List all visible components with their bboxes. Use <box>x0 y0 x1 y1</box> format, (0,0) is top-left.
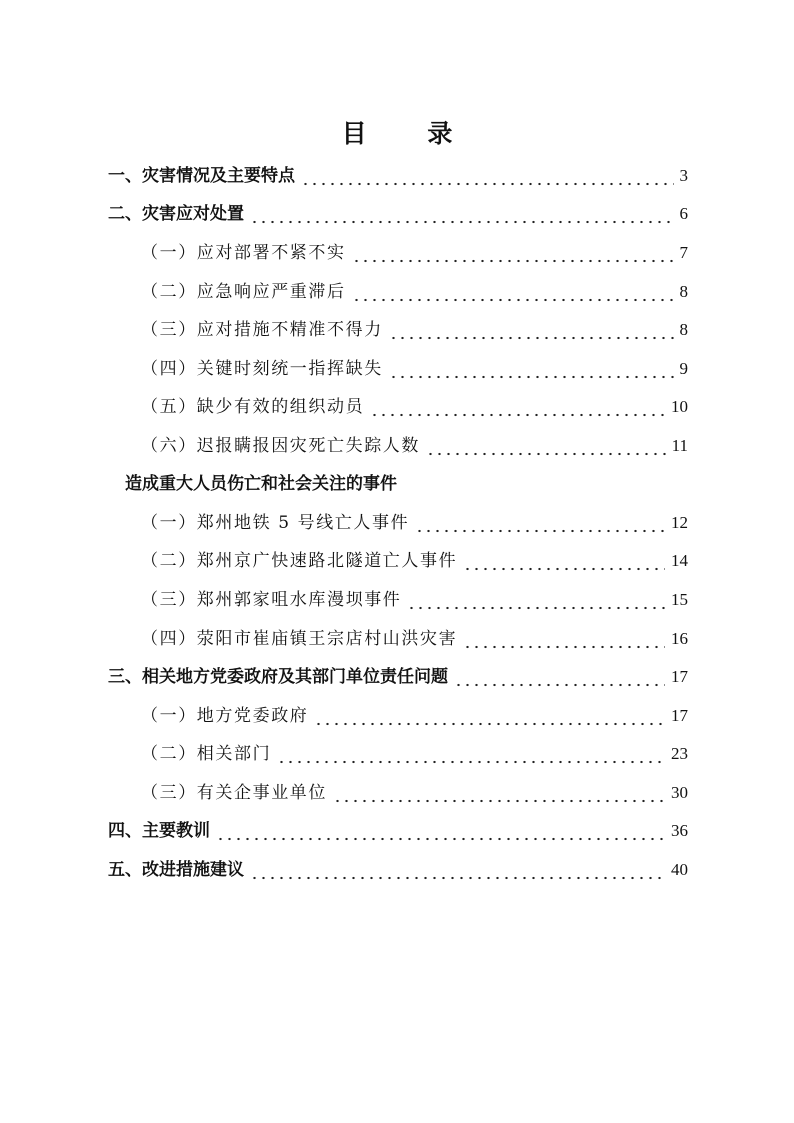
toc-entry-subsection[interactable] <box>141 627 688 651</box>
toc-entry-title: （五）缺少有效的组织动员 <box>141 397 365 417</box>
page-title: 目 录 <box>341 119 479 148</box>
toc-page-number: 15 <box>671 590 688 609</box>
toc-page-number: 14 <box>671 551 688 570</box>
toc-dot-leader <box>250 202 674 226</box>
toc-dot-leader <box>370 395 665 419</box>
toc-page-number: 16 <box>671 629 688 648</box>
toc-entry-section-heading[interactable] <box>125 472 705 496</box>
toc-page-number: 3 <box>679 166 688 185</box>
toc-page-number: 11 <box>671 436 688 455</box>
toc-entry-title: （二）郑州京广快速路北隧道亡人事件 <box>141 551 458 571</box>
toc-entry-subsection[interactable] <box>141 318 688 342</box>
toc-entry-title: 二、灾害应对处置 <box>108 204 244 224</box>
toc-entry-subsection[interactable] <box>141 357 688 381</box>
toc-page-number: 12 <box>671 513 688 532</box>
toc-entry-title: （四）关键时刻统一指挥缺失 <box>141 359 383 379</box>
toc-entry-subsection[interactable] <box>141 280 688 304</box>
toc-entry-title: 一、灾害情况及主要特点 <box>108 166 295 186</box>
toc-entry-title: 四、主要教训 <box>108 821 210 841</box>
toc-dot-leader <box>389 318 674 342</box>
toc-entry-subsection[interactable] <box>141 549 688 573</box>
toc-entry-title: （二）相关部门 <box>141 744 272 764</box>
toc-page-number: 8 <box>679 320 688 339</box>
toc-entry-title: （三）应对措施不精准不得力 <box>141 320 383 340</box>
toc-page-number: 30 <box>671 783 688 802</box>
toc-page-number: 9 <box>679 359 688 378</box>
toc-dot-leader <box>426 434 666 458</box>
toc-entry-title: 五、改进措施建议 <box>108 860 244 880</box>
toc-entry-chapter-3[interactable] <box>108 665 688 689</box>
toc-page-number: 6 <box>679 204 688 223</box>
toc-entry-subsection[interactable] <box>141 704 688 728</box>
toc-page-number: 7 <box>679 243 688 262</box>
toc-page-number: 10 <box>671 397 688 416</box>
toc-entry-chapter-5[interactable] <box>108 858 688 882</box>
toc-dot-leader <box>407 588 665 612</box>
toc-entry-subsection[interactable] <box>141 395 688 419</box>
toc-dot-leader <box>352 280 674 304</box>
toc-entry-title: （三）有关企事业单位 <box>141 783 327 803</box>
toc-page-number: 36 <box>671 821 688 840</box>
toc-dot-leader <box>333 781 665 805</box>
toc-dot-leader <box>463 627 665 651</box>
toc-entry-chapter-2[interactable] <box>108 202 688 226</box>
toc-dot-leader <box>250 858 665 882</box>
toc-page-number: 8 <box>679 282 688 301</box>
toc-dot-leader <box>463 549 665 573</box>
toc-entry-chapter-1[interactable] <box>108 164 688 188</box>
toc-dot-leader <box>352 241 674 265</box>
toc-entry-subsection[interactable] <box>141 742 688 766</box>
toc-entry-subsection[interactable] <box>141 241 688 265</box>
toc-dot-leader <box>389 357 674 381</box>
toc-entry-title: （一）地方党委政府 <box>141 706 309 726</box>
toc-dot-leader <box>415 511 665 535</box>
toc-entry-subsection[interactable] <box>141 511 688 535</box>
toc-entry-title: （一）应对部署不紧不实 <box>141 243 346 263</box>
toc-dot-leader <box>301 164 674 188</box>
toc-entry-title: （三）郑州郭家咀水库漫坝事件 <box>141 590 402 610</box>
toc-dot-leader <box>314 704 665 728</box>
toc-page-number: 17 <box>671 706 688 725</box>
toc-dot-leader <box>216 819 665 843</box>
toc-entry-title: 三、相关地方党委政府及其部门单位责任问题 <box>108 667 448 687</box>
toc-entry-subsection[interactable] <box>141 781 688 805</box>
toc-entry-title: （二）应急响应严重滞后 <box>141 282 346 302</box>
toc-page-number: 17 <box>671 667 688 686</box>
toc-entry-title: （一）郑州地铁 5 号线亡人事件 <box>141 513 410 533</box>
toc-entry-chapter-4[interactable] <box>108 819 688 843</box>
toc-page-number: 40 <box>671 860 688 879</box>
toc-entry-title: 造成重大人员伤亡和社会关注的事件 <box>125 474 397 494</box>
toc-entry-title: （六）迟报瞒报因灾死亡失踪人数 <box>141 436 420 456</box>
toc-entry-subsection[interactable] <box>141 434 688 458</box>
toc-dot-leader <box>454 665 665 689</box>
toc-entry-title: （四）荥阳市崔庙镇王宗店村山洪灾害 <box>141 629 458 649</box>
toc-entry-subsection[interactable] <box>141 588 688 612</box>
toc-dot-leader <box>277 742 665 766</box>
toc-page-number: 23 <box>671 744 688 763</box>
